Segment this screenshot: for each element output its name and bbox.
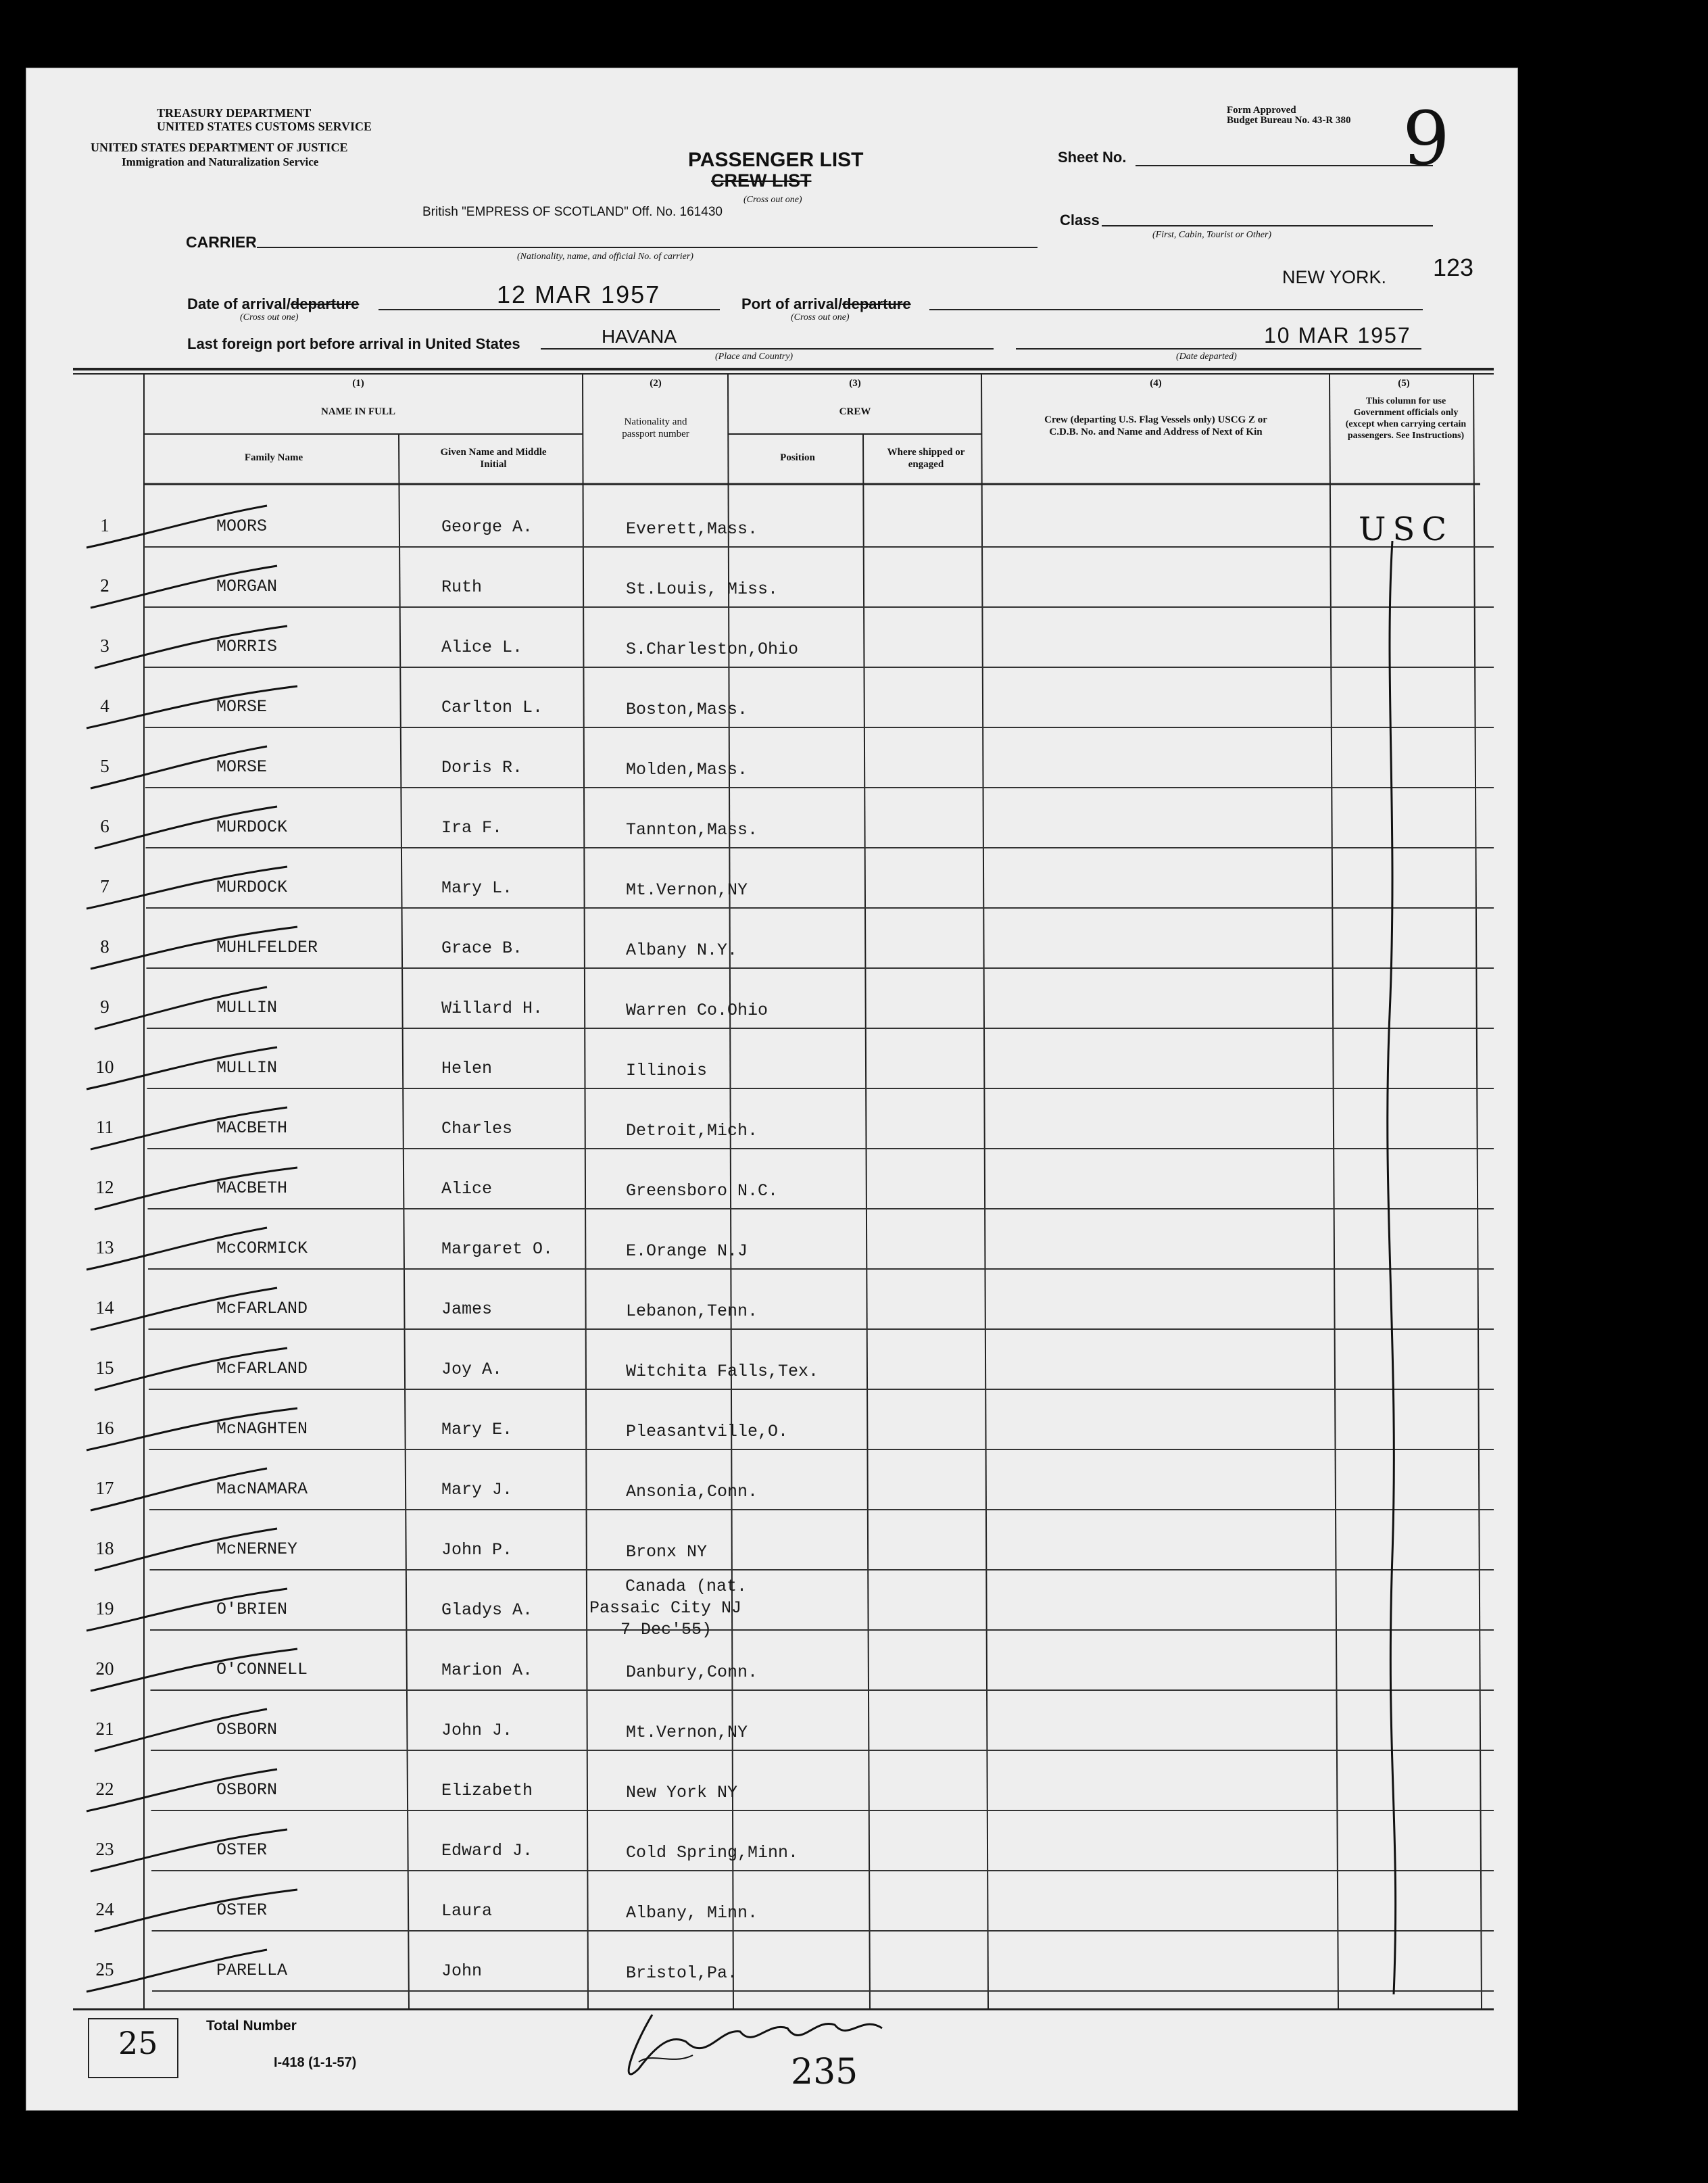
family-name: MORSE — [216, 757, 268, 777]
row-number: 22 — [95, 1779, 114, 1799]
form-number: I-418 (1-1-57) — [274, 2055, 357, 2070]
family-name: OSTER — [216, 1900, 268, 1920]
count-mark: 235 — [791, 2052, 858, 2092]
justice-dept: UNITED STATES DEPARTMENT OF JUSTICE — [91, 141, 348, 154]
ins-service: Immigration and Naturalization Service — [122, 155, 319, 168]
row-number: 8 — [100, 936, 109, 957]
carrier-note: (Nationality, name, and official No. of carrier) — [517, 251, 693, 262]
nationality: Everett,Mass. — [626, 519, 758, 539]
date-label: Date of arrival/departure — [187, 295, 360, 312]
nationality: Molden,Mass. — [626, 760, 748, 779]
row-number: 11 — [96, 1117, 114, 1137]
port-value: NEW YORK. — [1282, 267, 1387, 287]
class-label: Class — [1060, 212, 1100, 229]
nationality: St.Louis, Miss. — [626, 579, 779, 599]
nationality: Passaic City NJ — [589, 1598, 742, 1618]
row-number: 16 — [95, 1418, 114, 1438]
row-number: 19 — [95, 1598, 114, 1618]
col1-number: (1) — [352, 378, 364, 389]
nationality: Warren Co.Ohio — [626, 1001, 768, 1020]
family-name: PARELLA — [216, 1961, 288, 1980]
col1-title: NAME IN FULL — [320, 406, 395, 417]
family-name: MACBETH — [216, 1178, 288, 1198]
given-name: Joy A. — [441, 1360, 503, 1379]
total-number-label: Total Number — [206, 2018, 297, 2034]
class-note: (First, Cabin, Tourist or Other) — [1152, 230, 1272, 240]
nationality: Detroit,Mich. — [626, 1121, 758, 1141]
form-approved: Form Approved — [1227, 105, 1296, 116]
given-name: Willard H. — [441, 999, 543, 1018]
given-name: Mary J. — [441, 1480, 513, 1500]
row-number: 24 — [95, 1899, 114, 1919]
nationality: Bristol,Pa. — [626, 1963, 738, 1983]
family-name: OSBORN — [216, 1720, 278, 1740]
column5-handwritten-line — [1372, 541, 1413, 2001]
given-name: Laura — [441, 1901, 493, 1921]
row-number: 6 — [100, 816, 109, 836]
given-name: Ira F. — [441, 818, 503, 838]
given-name: James — [441, 1299, 493, 1319]
family-name: MACBETH — [216, 1118, 288, 1138]
col2-title: Nationality and passport number — [622, 416, 689, 439]
family-name: MORSE — [216, 697, 268, 717]
family-name: OSTER — [216, 1840, 268, 1860]
given-name-header: Given Name and Middle Initial — [440, 447, 547, 470]
nationality: New York NY — [626, 1783, 738, 1802]
nationality: Cold Spring,Minn. — [626, 1843, 799, 1863]
given-name: Grace B. — [441, 938, 523, 958]
row-number: 12 — [95, 1177, 114, 1197]
nationality: Ansonia,Conn. — [626, 1482, 758, 1502]
family-name: McNERNEY — [216, 1539, 298, 1559]
sheet-label: Sheet No. — [1058, 149, 1127, 166]
nationality: Pleasantville,O. — [626, 1422, 789, 1441]
col3-title: CREW — [839, 406, 871, 417]
nationality: Boston,Mass. — [626, 700, 748, 719]
given-name: Mary L. — [441, 878, 513, 898]
nationality: Witchita Falls,Tex. — [626, 1362, 819, 1381]
family-name: McFARLAND — [216, 1299, 308, 1318]
given-name: Doris R. — [441, 758, 523, 777]
arrival-date-stamp: 12 MAR 1957 — [497, 281, 661, 308]
shipped-header: Where shipped or engaged — [887, 447, 965, 470]
given-name: Marion A. — [441, 1660, 533, 1680]
row-number: 5 — [100, 756, 109, 776]
row-number: 20 — [95, 1658, 114, 1679]
page-number: 123 — [1433, 254, 1474, 281]
usc-annotation: USC — [1359, 510, 1454, 548]
nationality: Tannton,Mass. — [626, 820, 758, 840]
family-name-header: Family Name — [244, 452, 303, 463]
family-name: MORRIS — [216, 637, 278, 656]
col4-number: (4) — [1150, 378, 1162, 389]
last-port-label: Last foreign port before arrival in United States — [187, 335, 520, 352]
given-name: Helen — [441, 1059, 493, 1078]
row-number: 14 — [95, 1297, 114, 1318]
col3-number: (3) — [849, 378, 861, 389]
given-name: John P. — [441, 1540, 513, 1560]
form-title-struck: CREW LIST — [711, 170, 812, 191]
nationality: Mt.Vernon,NY — [626, 1723, 748, 1742]
row-number: 23 — [95, 1839, 114, 1859]
given-name: Charles — [441, 1119, 513, 1138]
given-name: John J. — [441, 1721, 513, 1740]
family-name: McCORMICK — [216, 1239, 308, 1258]
family-name: MOORS — [216, 517, 268, 536]
nationality: Illinois — [626, 1061, 708, 1080]
row-number: 1 — [100, 515, 109, 535]
carrier-label: CARRIER — [186, 233, 257, 251]
carrier-value: British "EMPRESS OF SCOTLAND" Off. No. 161430 — [422, 205, 723, 219]
family-name: McFARLAND — [216, 1359, 308, 1378]
family-name: MURDOCK — [216, 878, 288, 897]
port-label: Port of arrival/departure — [741, 295, 911, 312]
nationality: Lebanon,Tenn. — [626, 1301, 758, 1321]
given-name: Gladys A. — [441, 1600, 533, 1620]
row-number: 21 — [95, 1719, 114, 1739]
nationality: Albany N.Y. — [626, 940, 738, 960]
family-name: McNAGHTEN — [216, 1419, 308, 1439]
col5-number: (5) — [1398, 378, 1410, 389]
col5-title: This column for use Government officials only (except when carrying certain passengers. See Instructions) — [1345, 396, 1467, 441]
col2-number: (2) — [650, 378, 662, 389]
row-number: 9 — [100, 997, 109, 1017]
given-name: Ruth — [441, 577, 483, 597]
row-number: 2 — [100, 575, 109, 596]
title-cross-note: (Cross out one) — [743, 195, 802, 205]
given-name: Elizabeth — [441, 1781, 533, 1800]
nationality-note-bottom: 7 Dec'55) — [620, 1620, 712, 1639]
departed-note: (Date departed) — [1176, 352, 1237, 362]
given-name: Alice — [441, 1179, 493, 1199]
nationality: Greensboro N.C. — [626, 1181, 779, 1201]
nationality: Albany, Minn. — [626, 1903, 758, 1923]
family-name: MUHLFELDER — [216, 938, 318, 957]
col4-title: Crew (departing U.S. Flag Vessels only) USCG Z or C.D.B. No. and Name and Address of Next of Kin — [1044, 414, 1267, 437]
family-name: MULLIN — [216, 998, 278, 1017]
nationality: E.Orange N.J — [626, 1241, 748, 1261]
last-port-value: HAVANA — [602, 326, 677, 347]
row-number: 4 — [100, 696, 109, 716]
customs-service: UNITED STATES CUSTOMS SERVICE — [157, 120, 372, 133]
form-title: PASSENGER LIST — [688, 149, 864, 171]
row-number: 25 — [95, 1959, 114, 1980]
port-cross-note: (Cross out one) — [791, 312, 850, 322]
family-name: MORGAN — [216, 577, 278, 596]
given-name: Carlton L. — [441, 698, 543, 717]
row-number: 17 — [95, 1478, 114, 1498]
row-number: 15 — [95, 1358, 114, 1378]
given-name: Alice L. — [441, 638, 523, 657]
family-name: O'CONNELL — [216, 1660, 308, 1679]
row-number: 7 — [100, 876, 109, 896]
given-name: Mary E. — [441, 1420, 513, 1439]
place-note: (Place and Country) — [715, 352, 794, 362]
row-number: 18 — [95, 1538, 114, 1558]
given-name: John — [441, 1961, 483, 1981]
row-number: 10 — [95, 1057, 114, 1077]
family-name: MacNAMARA — [216, 1479, 308, 1499]
family-name: MURDOCK — [216, 817, 288, 837]
nationality-note-top: Canada (nat. — [625, 1577, 748, 1596]
treasury-dept: TREASURY DEPARTMENT — [157, 106, 312, 120]
family-name: OSBORN — [216, 1780, 278, 1800]
row-number: 13 — [95, 1237, 114, 1257]
total-number-value: 25 — [118, 2025, 158, 2061]
row-number: 3 — [100, 635, 109, 656]
date-cross-note: (Cross out one) — [240, 312, 299, 322]
given-name: Margaret O. — [441, 1239, 554, 1259]
nationality: S.Charleston,Ohio — [626, 640, 799, 659]
nationality: Mt.Vernon,NY — [626, 880, 748, 900]
family-name: MULLIN — [216, 1058, 278, 1078]
nationality: Danbury,Conn. — [626, 1662, 758, 1682]
family-name: O'BRIEN — [216, 1600, 288, 1619]
given-name: George A. — [441, 517, 533, 537]
position-header: Position — [780, 452, 815, 463]
budget-bureau: Budget Bureau No. 43-R 380 — [1227, 115, 1351, 126]
departed-date-stamp: 10 MAR 1957 — [1264, 323, 1411, 347]
nationality: Bronx NY — [626, 1542, 708, 1562]
given-name: Edward J. — [441, 1841, 533, 1861]
sheet-number: 9 — [1402, 95, 1450, 182]
